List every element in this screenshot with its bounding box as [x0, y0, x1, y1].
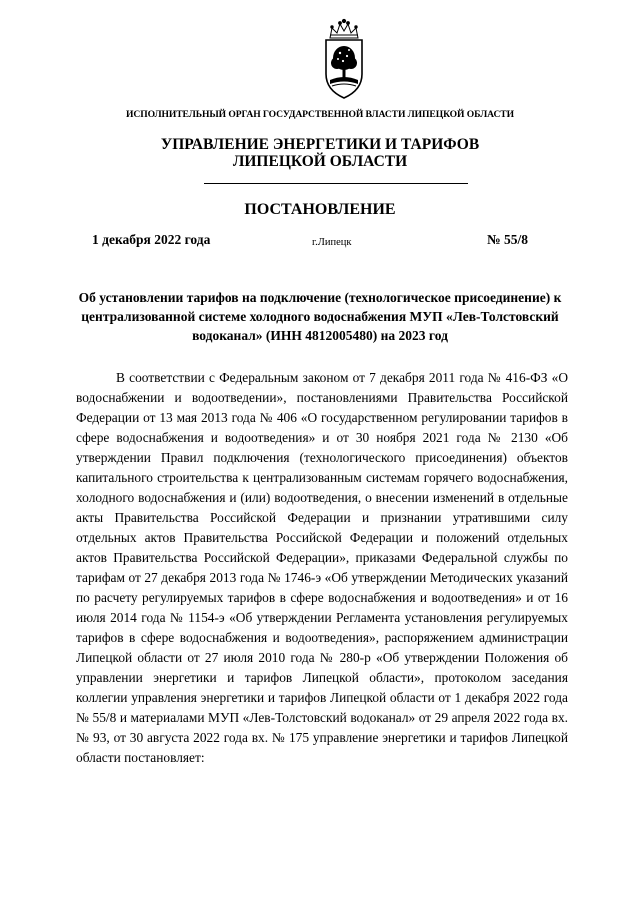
document-type: ПОСТАНОВЛЕНИЕ: [244, 201, 396, 218]
document-city: г.Липецк: [312, 237, 352, 248]
document-number: № 55/8: [487, 232, 528, 247]
department-name-line2: ЛИПЕЦКОЙ ОБЛАСТИ: [232, 153, 408, 170]
department-name: [0, 136, 640, 170]
header-divider: [204, 183, 468, 184]
lipetsk-oblast-coat-of-arms-icon: [318, 18, 370, 100]
issuing-authority: ИСПОЛНИТЕЛЬНЫЙ ОРГАН ГОСУДАРСТВЕННОЙ ВЛАСТИ ЛИПЕЦКОЙ ОБЛАСТИ: [126, 109, 514, 120]
department-name-line1: УПРАВЛЕНИЕ ЭНЕРГЕТИКИ И ТАРИФОВ: [160, 136, 480, 153]
document-body: В соответствии с Федеральным законом от 7 декабря 2011 года № 416-ФЗ «О водоснабжении и водоотведении», постановлениями Правительства Российской Федерации от 13 мая 2013 года № 406 «О государственном регулировании тарифов в сфере водоснабжения и водоотведения» и от 30 ноября 2021 года № 2130 «Об утверждении Правил подключения (технологического присоединения) объектов капитального строительства к централизованным системам горячего водоснабжения, холодного водоснабжения и (или) водоотведения, о внесении изменений в отдельные акты Правительства Российской Федерации и признании утратившими силу отдельных актов Правительства Российской Федерации и положений отдельных актов Правительства Российской Федерации», приказами Федеральной службы по тарифам от 27 декабря 2013 года № 1746-э «Об утверждении Методических указаний по расчету регулируемых тарифов в сфере водоснабжения и водоотведения» и от 16 июля 2014 года № 1154-э «Об утверждении Регламента установления регулируемых тарифов в сфере водоснабжения и водоотведения», распоряжением администрации Липецкой области от 27 июля 2010 года № 280-р «Об утверждении Положения об управлении энергетики и тарифов Липецкой области», протоколом заседания коллегии управления энергетики и тарифов Липецкой области от 1 декабря 2022 года № 55/8 и материалами МУП «Лев-Толстовский водоканал» от 29 апреля 2022 года вх. № 93, от 30 августа 2022 года вх. № 175 управление энергетики и тарифов Липецкой области постановляет:: [76, 370, 568, 765]
document-title: Об установлении тарифов на подключение (технологическое присоединение) к централизованной системе холодного водоснабжения МУП «Лев-Толстовский водоканал» (ИНН 4812005480) на 2023 год: [78, 290, 562, 343]
document-date: 1 декабря 2022 года: [92, 232, 211, 247]
